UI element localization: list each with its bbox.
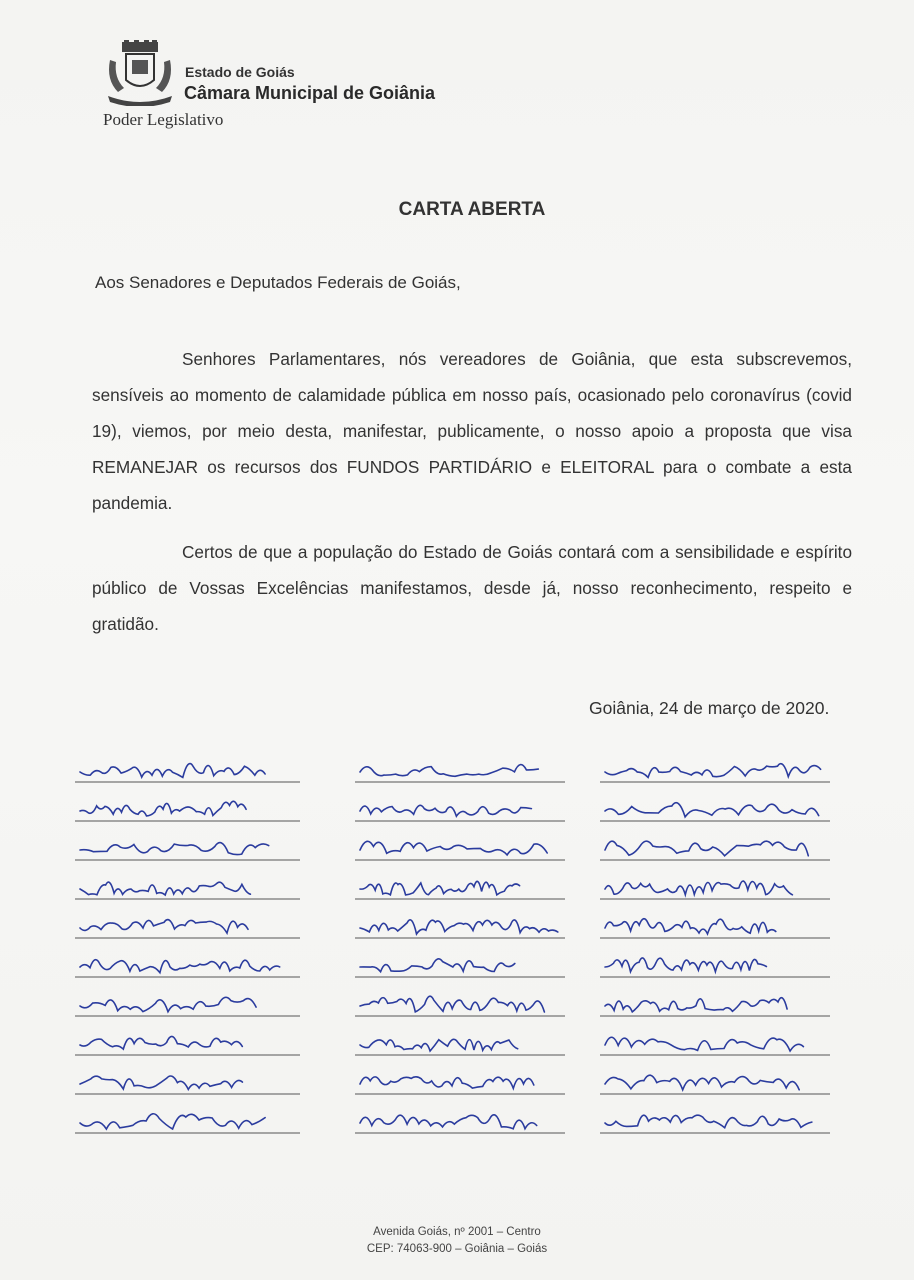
letter-title: CARTA ABERTA	[398, 199, 546, 220]
handwritten-signature	[605, 919, 776, 934]
handwritten-signature	[605, 764, 821, 778]
handwritten-signature	[80, 801, 246, 816]
handwritten-signature	[360, 805, 531, 816]
handwritten-signature	[360, 1077, 534, 1089]
handwritten-signature	[80, 1076, 242, 1089]
handwritten-signature	[80, 920, 248, 933]
handwritten-signature	[605, 1075, 799, 1090]
state-name: Estado de Goiás	[185, 64, 295, 80]
handwritten-signature	[80, 1036, 242, 1049]
handwritten-signature	[360, 996, 544, 1012]
legislative-power: Poder Legislativo	[103, 110, 224, 129]
footer-address: Avenida Goiás, nº 2001 – Centro	[373, 1226, 541, 1238]
handwritten-signature	[360, 920, 558, 934]
handwritten-signature	[360, 959, 515, 972]
handwritten-signature	[80, 882, 250, 895]
signatures-area	[0, 690, 914, 1190]
handwritten-signature	[80, 764, 265, 778]
handwritten-signature	[80, 843, 269, 855]
letter-paragraph-2: Certos de que a população do Estado de Goiás contará com a sensibilidade e espírito público de Vossas Excelências manifestamos, desde já, nosso reconhecimento, respeito e gratidão.	[92, 542, 852, 634]
place-date: Goiânia, 24 de março de 2020.	[589, 698, 830, 718]
coat-of-arms-logo	[104, 40, 176, 106]
handwritten-signature	[360, 1039, 518, 1051]
handwritten-signature	[605, 803, 819, 817]
letter-greeting: Aos Senadores e Deputados Federais de Goiás,	[95, 273, 461, 292]
handwritten-signature	[360, 841, 547, 855]
handwritten-signature	[605, 958, 766, 972]
footer-cep: CEP: 74063-900 – Goiânia – Goiás	[366, 1243, 548, 1255]
handwritten-signature	[80, 997, 256, 1011]
handwritten-signature	[605, 1115, 812, 1128]
handwritten-signature	[605, 1037, 803, 1051]
handwritten-signature	[360, 765, 538, 777]
handwritten-signature	[80, 960, 280, 973]
handwritten-signature	[80, 1114, 265, 1129]
letter-paragraph-1: Senhores Parlamentares, nós vereadores de Goiânia, que esta subscrevemos, sensíveis ao momento de calamidade pública em nosso país, ocasionado pelo coronavírus (covid 19), viemos, por meio desta, manifestar, publicamente, o nosso apoio a proposta que visa REMANEJAR os recursos dos FUNDOS PARTIDÁRIO e ELEITORAL para o combate a esta pandemia.	[92, 349, 852, 513]
handwritten-signature	[605, 998, 787, 1012]
handwritten-signature	[360, 881, 520, 895]
handwritten-signature	[360, 1115, 537, 1129]
handwritten-signature	[605, 881, 792, 895]
chamber-name: Câmara Municipal de Goiânia	[184, 83, 436, 103]
handwritten-signature	[605, 841, 808, 856]
